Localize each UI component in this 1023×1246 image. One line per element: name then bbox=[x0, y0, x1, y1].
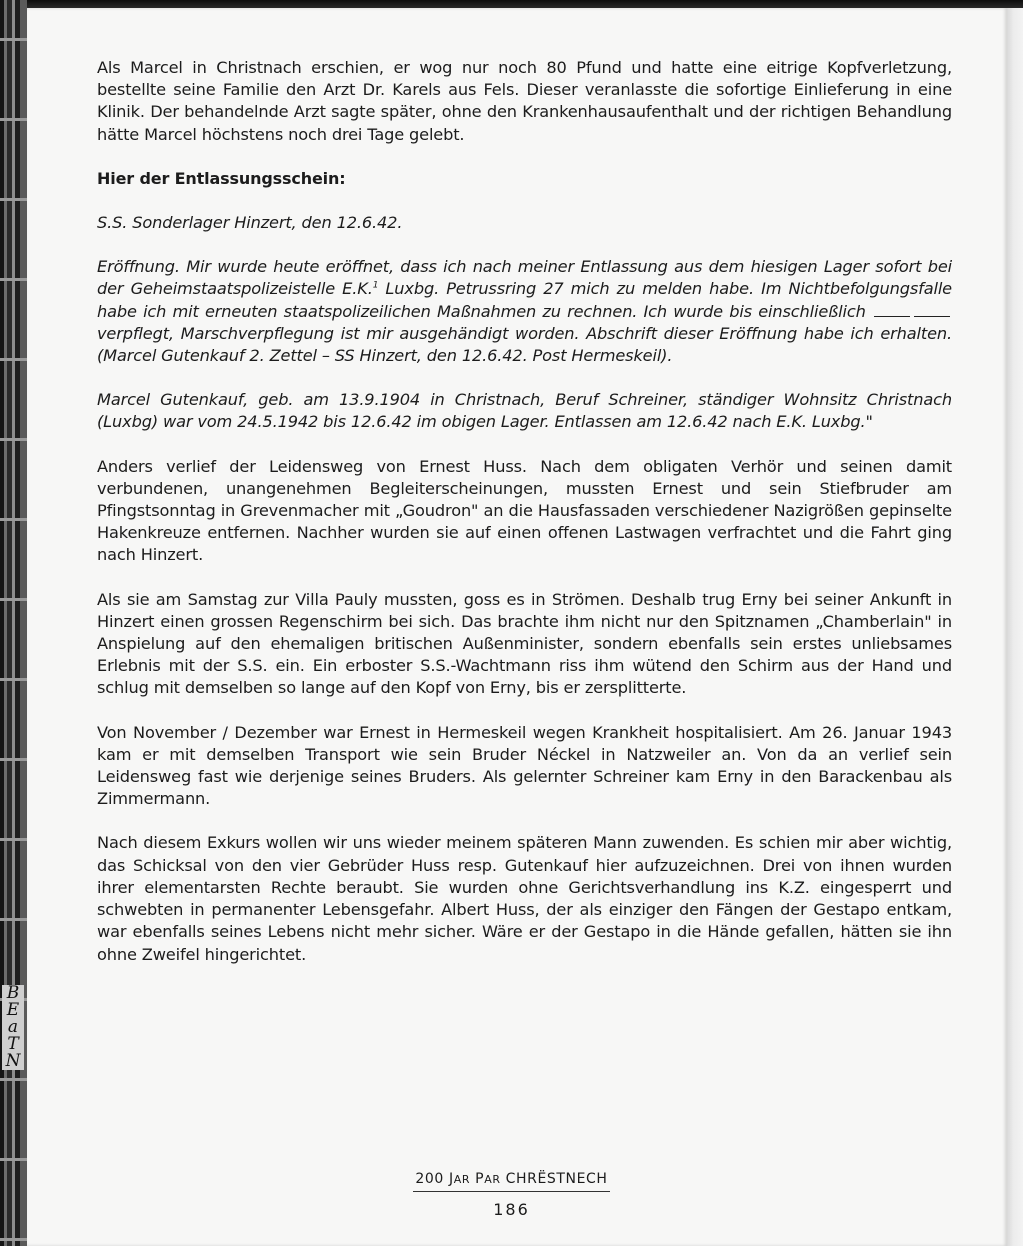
paragraph-excursus: Nach diesem Exkurs wollen wir uns wieder meinem späteren Mann zuwenden. Es schien mir aber wichtig, das Schicksal von den vier Gebrüder Huss resp. Gutenkauf hier aufzuzeichnen. Drei von ihnen wurden ihrer elementarsten Rechte beraubt. Sie wurden ohne Gerichtsverhandlung ins K.Z. eingesperrt und schwebten in permanenter Lebensgefahr. Albert Huss, der als einziger den Fängen der Gestapo entkam, war ebenfalls seines Lebens nicht mehr sicher. Wäre er der Gestapo in die Hände gefallen, hätten sie ihn ohne Zweifel hingerichtet. bbox=[97, 833, 952, 964]
facing-page-stained-glass-image bbox=[0, 0, 27, 1246]
quote-text: Eröffnung. Mir wurde heute eröffnet, dass ich nach meiner Entlassung aus dem hiesigen Lager sofort bei der Geheimstaatspolizeistelle E.K. bbox=[97, 257, 952, 299]
section-heading: Hier der Entlassungsschein: bbox=[97, 168, 346, 188]
blank-line bbox=[874, 304, 910, 317]
book-title bbox=[413, 1171, 609, 1192]
page-footer bbox=[0, 1168, 1023, 1219]
title-part: 200 J bbox=[415, 1171, 454, 1187]
page-edge-shadow bbox=[1007, 8, 1023, 1246]
quote-personal-details: Marcel Gutenkauf, geb. am 13.9.1904 in Christnach, Beruf Schreiner, ständiger Wohnsitz Christnach (Luxbg) war vom 24.5.1942 bis 12.6.42 im obigen Lager. Entlassen am 12.6.42 nach E.K. Luxbg." bbox=[97, 390, 952, 432]
title-part: CHRËSTNECH bbox=[500, 1171, 608, 1187]
page-number: 186 bbox=[493, 1200, 530, 1219]
blank-line bbox=[914, 304, 950, 317]
glass-letter: B bbox=[6, 983, 20, 1003]
stained-glass-letters bbox=[2, 985, 24, 1070]
quote-body bbox=[97, 256, 952, 367]
glass-letter: T bbox=[7, 1034, 19, 1054]
paragraph-hermeskeil: Von November / Dezember war Ernest in Hermeskeil wegen Krankheit hospitalisiert. Am 26. Januar 1943 kam er mit demselben Transport wie sein Bruder Néckel in Natzweiler an. Von da an verlief sein Leidensweg fast wie derjenige seines Bruders. Als gelernter Schreiner kam Erny in den Barackenbau als Zimmermann. bbox=[97, 722, 952, 809]
quote-text: Luxbg. Petrussring 27 mich zu melden habe. Im Nichtbefolgungsfalle habe ich mit erneuten staatspolizeilichen Maßnahmen zu rechnen. Ich wurde bis einschließlich bbox=[97, 279, 952, 321]
glass-letter: a bbox=[7, 1017, 19, 1037]
title-part: AR bbox=[453, 1173, 471, 1186]
book-top-edge bbox=[0, 0, 1023, 8]
paragraph-marcel-return: Als Marcel in Christnach erschien, er wog nur noch 80 Pfund und hatte eine eitrige Kopfverletzung, bestellte seine Familie den Arzt Dr. Karels aus Fels. Dieser veranlasste die sofortige Einlieferung in eine Klinik. Der behandelnde Arzt sagte später, ohne den Krankenhausaufenthalt und der richtigen Behandlung hätte Marcel höchstens noch drei Tage gelebt. bbox=[97, 58, 952, 144]
title-part: P bbox=[470, 1171, 485, 1187]
quote-header: S.S. Sonderlager Hinzert, den 12.6.42. bbox=[97, 213, 403, 233]
quote-text: verpflegt, Marschverpflegung ist mir ausgehändigt worden. Abschrift dieser Eröffnung habe ich erhalten. (Marcel Gutenkauf 2. Zettel – SS Hinzert, den 12.6.42. Post Hermeskeil). bbox=[97, 323, 952, 366]
paragraph-villa-pauly: Als sie am Samstag zur Villa Pauly mussten, goss es in Strömen. Deshalb trug Erny bei seiner Ankunft in Hinzert einen grossen Regenschirm bei sich. Das brachte ihm nicht nur den Spitznamen „Chamberlain" in Anspielung auf den ehemaligen britischen Außenminister, sondern ebenfalls sein erstes unliebsames Erlebnis mit der S.S. ein. Ein erboster S.S.-Wachtmann riss ihm wütend den Schirm aus der Hand und schlug mit demselben so lange auf den Kopf von Erny, bis er zersplitterte. bbox=[97, 589, 952, 698]
paragraph-ernest-huss: Anders verlief der Leidensweg von Ernest Huss. Nach dem obligaten Verhör und seinen damit verbundenen, unangenehmen Begleiterscheinungen, mussten Ernest und sein Stiefbruder am Pfingstsonntag in Grevenmacher mit „Goudron" an die Hausfassaden verschiedener Nazigrößen gepinselte Hakenkreuze entfernen. Nachher wurden sie auf einen offenen Lastwagen verfrachtet und die Fahrt ging nach Hinzert. bbox=[97, 456, 952, 565]
glass-letter: N bbox=[5, 1051, 21, 1071]
page-body bbox=[97, 57, 952, 988]
footnote-marker: 1 bbox=[372, 281, 379, 292]
glass-letter: E bbox=[6, 1000, 20, 1020]
title-part: AR bbox=[484, 1173, 501, 1186]
